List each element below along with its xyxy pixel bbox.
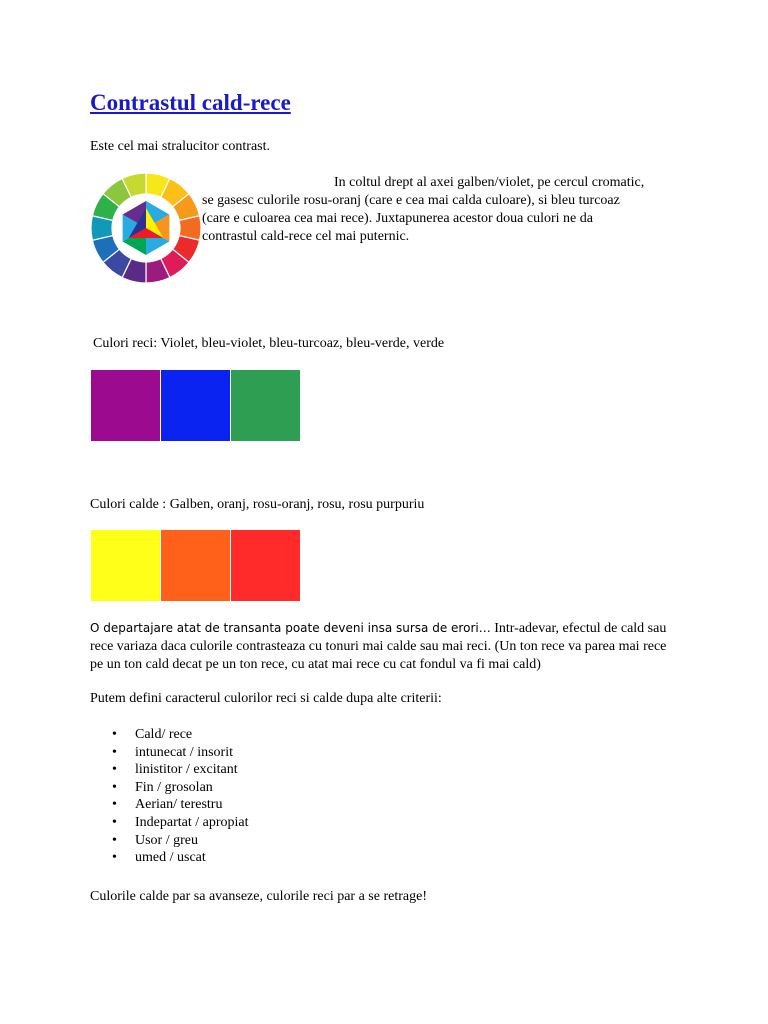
swatch-orange (161, 530, 230, 601)
swatch-red-orange (231, 530, 300, 601)
swatch-yellow (91, 530, 160, 601)
color-wheel (90, 172, 202, 284)
wheel-text-line-4: contrastul cald-rece cel mai puternic. (202, 229, 410, 244)
warm-colors-caption: Culori calde : Galben, oranj, rosu-oranj, rosu, rosu purpuriu (90, 497, 425, 512)
paragraph-mono-part: O departajare atat de transanta poate deveni insa sursa de erori… (90, 621, 491, 635)
wheel-text-line-3: (care e culoarea cea mai rece). Juxtapunerea acestor doua culori ne da (202, 211, 593, 226)
swatch-blue-violet (161, 370, 230, 441)
paragraph-errors (90, 619, 678, 674)
list-item: • intunecat / insorit (90, 744, 249, 762)
list-item: • Usor / greu (90, 832, 249, 850)
intro-text: Este cel mai stralucitor contrast. (90, 139, 270, 154)
swatch-green (231, 370, 300, 441)
paragraph-rest: Intr-adevar, efectul de cald sau rece variaza daca culorile contrasteaza cu tonuri mai calde sau mai reci. (Un ton rece va parea mai rece pe un ton cald decat pe un ton rece, cu atat mai rece cu cat fondul va fi mai cald) (90, 621, 667, 672)
conclusion-text: Culorile calde par sa avanseze, culorile reci par a se retrage! (90, 889, 427, 904)
list-item: • linistitor / excitant (90, 761, 249, 779)
color-wheel-image (90, 172, 202, 284)
swatch-violet (91, 370, 160, 441)
list-item: • Fin / grosolan (90, 779, 249, 797)
criteria-list (90, 726, 249, 867)
page-title[interactable]: Contrastul cald-rece (90, 90, 291, 115)
cold-colors-caption: Culori reci: Violet, bleu-violet, bleu-turcoaz, bleu-verde, verde (93, 336, 445, 351)
list-item: • Indepartat / apropiat (90, 814, 249, 832)
list-item: • Cald/ rece (90, 726, 249, 744)
list-item: • umed / uscat (90, 849, 249, 867)
criteria-intro: Putem defini caracterul culorilor reci si calde dupa alte criterii: (90, 691, 442, 706)
wheel-text-line-2: se gasesc culorile rosu-oranj (care e cea mai calda culoare), si bleu turcoaz (202, 193, 620, 208)
wheel-text-line-1: In coltul drept al axei galben/violet, pe cercul cromatic, (334, 175, 645, 190)
list-item: • Aerian/ terestru (90, 796, 249, 814)
